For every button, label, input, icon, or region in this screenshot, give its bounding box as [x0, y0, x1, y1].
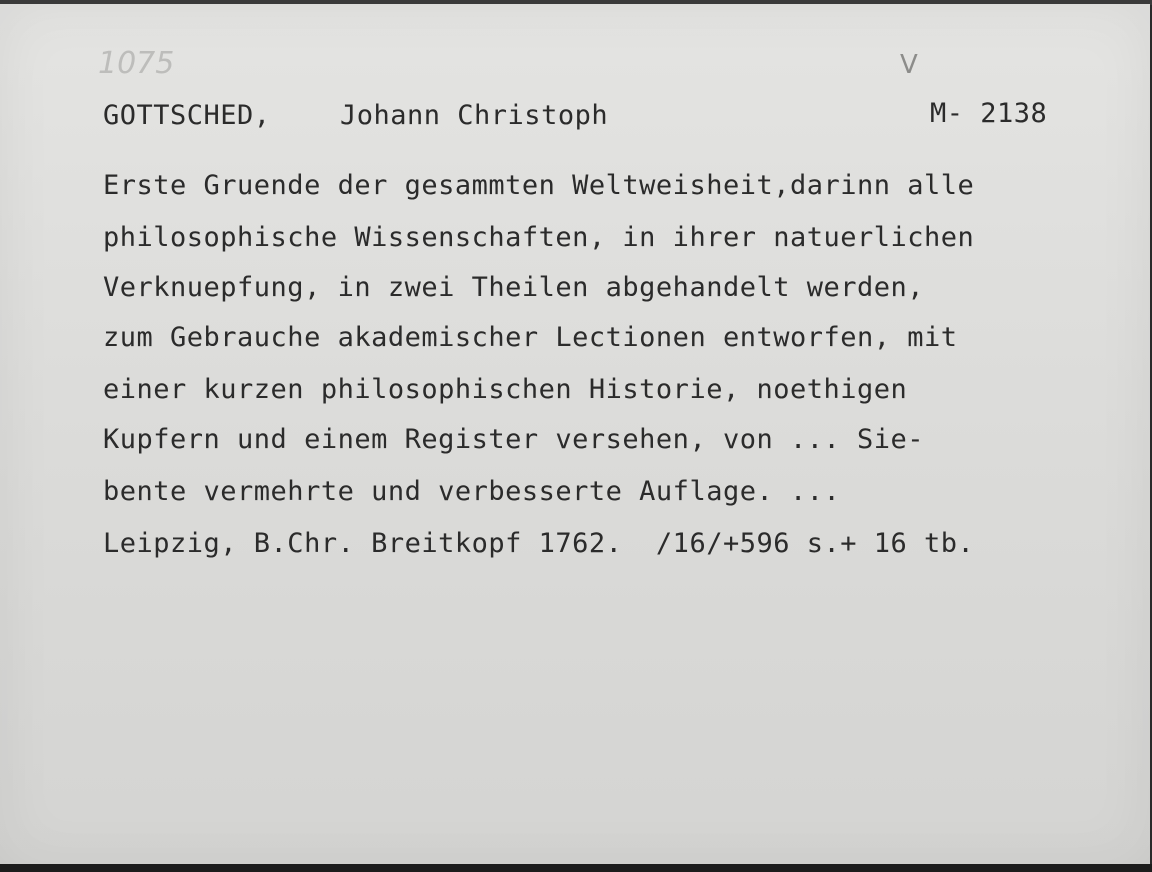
body-line: einer kurzen philosophischen Historie, noethigen	[103, 374, 908, 405]
body-line: Verknuepfung, in zwei Theilen abgehandelt werden,	[103, 272, 925, 303]
call-number: M- 2138	[930, 98, 1048, 129]
body-line: Kupfern und einem Register versehen, von ... Sie-	[103, 424, 925, 455]
check-mark: V	[900, 50, 918, 80]
author-surname: GOTTSCHED,	[103, 100, 271, 131]
body-line: zum Gebrauche akademischer Lectionen entworfen, mit	[103, 322, 958, 353]
catalog-card	[0, 4, 1150, 866]
scan-bottom-edge	[0, 864, 1152, 872]
body-line: philosophische Wissenschaften, in ihrer natuerlichen	[103, 222, 975, 253]
author-given-names: Johann Christoph	[340, 100, 609, 131]
body-line: Erste Gruende der gesammten Weltweisheit,darinn alle	[103, 170, 975, 201]
body-line: bente vermehrte und verbesserte Auflage. ...	[103, 476, 841, 507]
body-line: Leipzig, B.Chr. Breitkopf 1762. /16/+596 s.+ 16 tb.	[103, 528, 975, 559]
pencil-number: 1075	[98, 46, 175, 81]
